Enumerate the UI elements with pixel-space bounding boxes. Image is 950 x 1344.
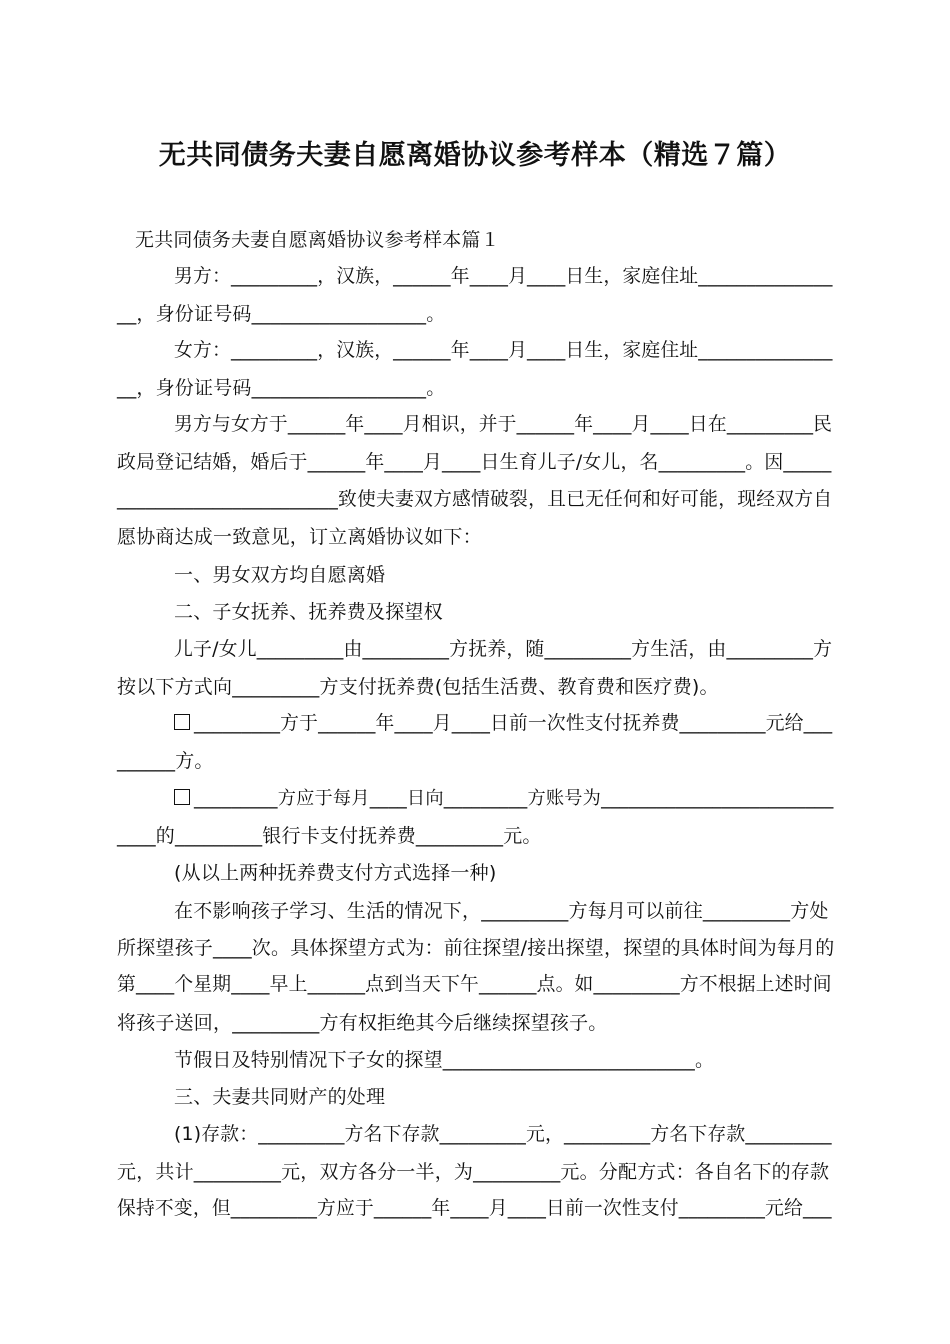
paragraph-line: __，身份证号码__________________。 [117, 377, 446, 399]
note-line: (从以上两种抚养费支付方式选择一种) [174, 862, 497, 884]
clause-heading: 一、男女双方均自愿离婚 [174, 564, 386, 586]
checkbox-option-2[interactable] [174, 789, 190, 805]
paragraph-line: 所探望孩子____次。具体探望方式为：前往探望/接出探望，探望的具体时间为每月的 [117, 937, 835, 959]
paragraph-line: _______________________致使夫妻双方感情破裂，且已无任何和好可能，现经双方自 [117, 489, 833, 510]
paragraph-line: ______方。 [117, 750, 214, 772]
paragraph-line: 保持不变，但_________方应于______年____月____日前一次性支付_________元给___ [117, 1198, 832, 1219]
paragraph-line: 男方：_________，汉族，______年____月____日生，家庭住址______________ [174, 266, 833, 287]
option-text: _________方于______年____月____日前一次性支付抚养费_________元给___ [194, 713, 833, 734]
checkbox-option-1[interactable] [174, 714, 190, 730]
document-title: 无共同债务夫妻自愿离婚协议参考样本（精选７篇） [158, 140, 792, 171]
paragraph-line: 元，共计_________元，双方各分一半，为_________元。分配方式：各自名下的存款 [117, 1161, 830, 1183]
paragraph-line: 男方与女方于______年____月相识，并于______年____月____日在_________民 [174, 414, 833, 435]
section-heading: 无共同债务夫妻自愿离婚协议参考样本篇１ [135, 229, 500, 251]
paragraph-line: __，身份证号码__________________。 [117, 303, 446, 325]
option-line [174, 712, 832, 736]
paragraph-line: ____的_________银行卡支付抚养费_________元。 [117, 825, 542, 847]
paragraph-line: 第____个星期____早上______点到当天下午______点。如_________方不根据上述时间 [117, 974, 832, 995]
paragraph-line: (1)存款：_________方名下存款_________元，_________方名下存款_________ [174, 1124, 832, 1145]
option-text: _________方应于每月____日向_________方账号为_________________________ [194, 788, 834, 809]
paragraph-line: 儿子/女儿_________由_________方抚养，随_________方生活，由_________方 [174, 638, 833, 660]
paragraph-line: 女方：_________，汉族，______年____月____日生，家庭住址______________ [174, 340, 833, 361]
paragraph-line: 按以下方式向_________方支付抚养费(包括生活费、教育费和医疗费)。 [117, 676, 719, 698]
paragraph-line: 将孩子送回，_________方有权拒绝其今后继续探望孩子。 [117, 1012, 608, 1034]
clause-heading: 三、夫妻共同财产的处理 [174, 1086, 386, 1108]
paragraph-line: 愿协商达成一致意见，订立离婚协议如下： [117, 526, 482, 548]
paragraph-line: 在不影响孩子学习、生活的情况下，_________方每月可以前往_________方处 [174, 900, 829, 922]
clause-heading: 二、子女抚养、抚养费及探望权 [174, 601, 443, 623]
paragraph-line: 政局登记结婚，婚后于______年____月____日生育儿子/女儿，名_________。因_____ [117, 451, 832, 473]
paragraph-line: 节假日及特别情况下子女的探望__________________________。 [174, 1049, 715, 1071]
option-line [174, 787, 834, 811]
